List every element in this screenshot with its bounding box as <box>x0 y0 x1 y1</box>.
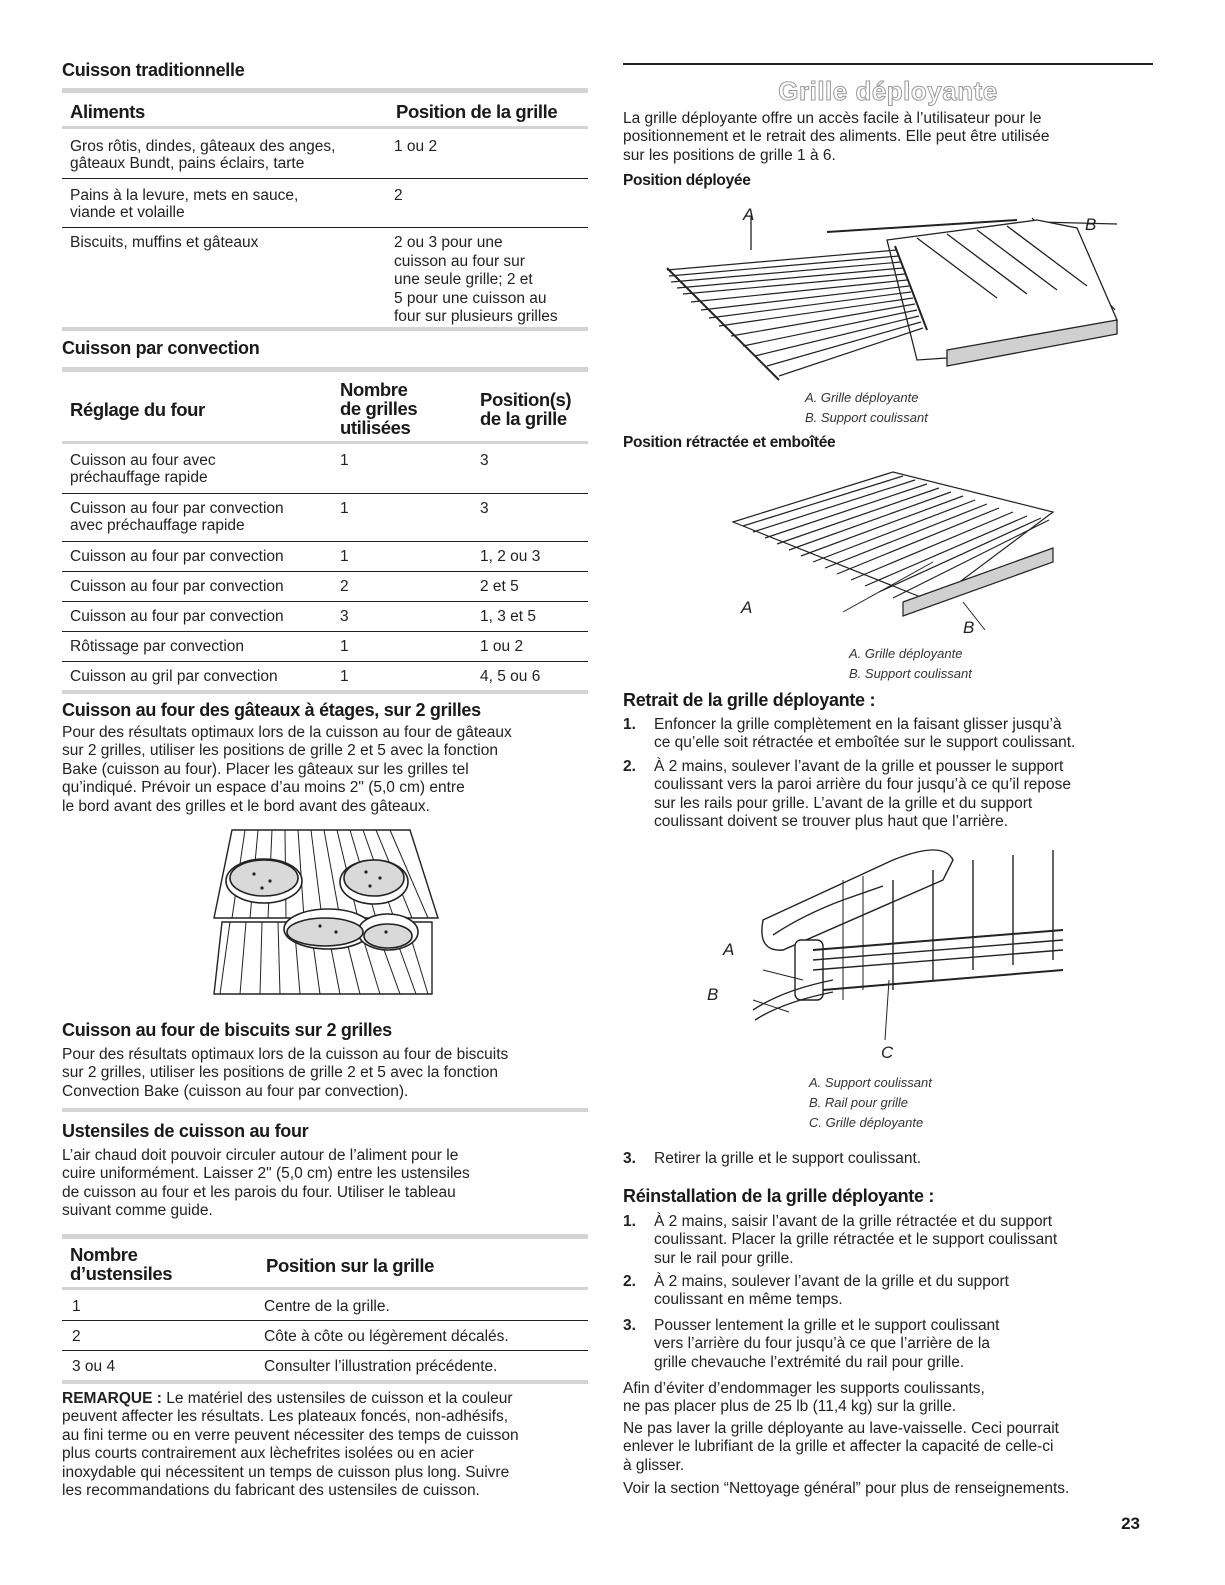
step-number: 1. <box>623 1213 636 1230</box>
fig2-label-b: B <box>963 618 975 637</box>
fig2-caption <box>849 644 972 684</box>
section-title-convection: Cuisson par convection <box>62 338 260 358</box>
caption-line: A. Support coulissant <box>809 1075 932 1090</box>
cell-position: 1 ou 2 <box>394 138 438 155</box>
col-header-count: Nombre d’ustensiles <box>70 1244 173 1284</box>
title-rule <box>623 63 1153 65</box>
cell-racks: 1 <box>340 668 349 685</box>
page-number: 23 <box>1121 1514 1140 1533</box>
cell-rack-position: Côte à côte ou légèrement décalés. <box>264 1328 509 1345</box>
deployed-title: Position déployée <box>623 172 751 189</box>
fig2-label-a: A <box>741 598 753 617</box>
biscuits-paragraph: Pour des résultats optimaux lors de la cuisson au four de biscuits sur 2 grilles, utiliser les positions de grille 2 et 5 avec la fonction Convection Bake (cuisson au four par convection). <box>62 1046 509 1100</box>
remark-paragraph <box>62 1390 592 1500</box>
header-bar <box>62 1287 588 1290</box>
col-header-racks: Nombre de grilles utilisées <box>340 379 418 438</box>
cell-setting: Cuisson au four par convection <box>70 578 284 595</box>
utensils-paragraph: L’air chaud doit pouvoir circuler autour de l’aliment pour le cuire uniformément. Laisser 2" (5,0 cm) entre les ustensiles de cuisson au four et les parois du four. Utiliser le tableau suivant comme guide. <box>62 1147 470 1220</box>
cell-setting: Cuisson au four avec préchauffage rapide <box>70 452 216 486</box>
table-top-bar <box>62 88 588 93</box>
cell-racks: 3 <box>340 608 349 625</box>
cell-positions: 1, 3 et 5 <box>480 608 537 625</box>
step-text: À 2 mains, soulever l’avant de la grille et du support coulissant en même temps. <box>654 1273 1009 1309</box>
cell-count: 2 <box>72 1328 81 1345</box>
cell-rack-position: Consulter l’illustration précédente. <box>264 1358 498 1375</box>
cell-count: 1 <box>72 1298 81 1315</box>
see-section-paragraph: Voir la section “Nettoyage général” pour plus de renseignements. <box>623 1480 1070 1497</box>
caption-line: C. Grille déployante <box>809 1115 924 1130</box>
cell-positions: 2 et 5 <box>480 578 519 595</box>
step-text: Pousser lentement la grille et le support coulissant vers l’arrière du four jusqu’à ce que l’arrière de la grille chevauche l’extrémité du rail pour grille. <box>654 1317 1000 1371</box>
row-divider <box>62 571 588 572</box>
cell-racks: 1 <box>340 500 349 517</box>
cell-setting: Cuisson au gril par convection <box>70 668 278 685</box>
deployed-rack-illustration <box>647 210 1127 390</box>
col-header-position: Position de la grille <box>396 101 558 122</box>
col-header-aliments: Aliments <box>70 101 145 122</box>
fig3-label-c: C <box>881 1043 894 1062</box>
removal-title: Retrait de la grille déployante : <box>623 690 876 710</box>
table-bottom-bar <box>62 327 588 331</box>
caption-line: B. Support coulissant <box>805 410 928 425</box>
caption-line: A. Grille déployante <box>805 390 919 405</box>
removal-steps <box>623 716 1153 846</box>
cell-setting: Rôtissage par convection <box>70 638 245 655</box>
header-bar <box>62 441 588 444</box>
cell-racks: 2 <box>340 578 349 595</box>
step-number: 3. <box>623 1317 636 1334</box>
cell-positions: 3 <box>480 500 489 517</box>
row-divider <box>62 227 588 228</box>
fig3-caption <box>809 1073 932 1133</box>
cakes-paragraph: Pour des résultats optimaux lors de la cuisson au four de gâteaux sur 2 grilles, utiliser les positions de grille 2 et 5 avec la fonction Bake (cuisson au four). Placer les gâteaux sur les grilles tel qu’indiqué. Prévoir un espace d’au moins 2" (5,0 cm) entre le bord avant des grilles et le bord avant des gâteaux. <box>62 724 512 815</box>
cell-position: 2 ou 3 pour une cuisson au four sur une seule grille; 2 et 5 pour une cuisson au four sur plusieurs grilles <box>394 234 558 325</box>
removal-step-3 <box>623 1150 1153 1170</box>
cell-count: 3 ou 4 <box>72 1358 116 1375</box>
reinstall-steps <box>623 1213 1153 1373</box>
cell-setting: Cuisson au four par convection avec préchauffage rapide <box>70 500 284 534</box>
row-divider <box>62 493 588 494</box>
row-divider <box>62 601 588 602</box>
retracted-title: Position rétractée et emboîtée <box>623 434 836 451</box>
cell-racks: 1 <box>340 452 349 469</box>
col-header-positions: Position(s) de la grille <box>480 389 572 429</box>
table-bottom-bar <box>62 690 588 694</box>
cell-positions: 3 <box>480 452 489 469</box>
caption-line: B. Rail pour grille <box>809 1095 908 1110</box>
section-title-utensils: Ustensiles de cuisson au four <box>62 1121 309 1141</box>
cell-food: Biscuits, muffins et gâteaux <box>70 234 259 251</box>
section-title-extendable-rack: Grille déployante <box>778 76 998 106</box>
col-header-setting: Réglage du four <box>70 399 205 420</box>
row-divider <box>62 631 588 632</box>
rack-removal-illustration <box>743 840 1063 1050</box>
step-number: 2. <box>623 758 636 775</box>
cell-food: Pains à la levure, mets en sauce, viande et volaille <box>70 187 299 221</box>
row-divider <box>62 661 588 662</box>
row-divider <box>62 1350 588 1351</box>
section-title-traditional: Cuisson traditionnelle <box>62 60 245 80</box>
fig3-label-b: B <box>707 985 719 1004</box>
step-text: Enfoncer la grille complètement en la faisant glisser jusqu’à ce qu’elle soit rétractée et emboîtée sur le support coulissant. <box>654 716 1076 752</box>
remark-text: Le matériel des ustensiles de cuisson et la couleur peuvent affecter les résultats. Les plateaux foncés, non-adhésifs, au fini terme ou en verre peuvent nécessiter des temps de cuisson plus courts contrairement aux lèchefrites isolées ou en acier inoxydable qui nécessitent un temps de cuisson plus long. Suivre les recommandations du fabricant des ustensiles de cuisson. <box>62 1390 519 1500</box>
dishwasher-paragraph: Ne pas laver la grille déployante au lave-vaisselle. Ceci pourrait enlever le lubrifiant de la grille et affecter la capacité de celle-ci à glisser. <box>623 1420 1059 1474</box>
fig1-caption <box>805 388 928 428</box>
retracted-rack-illustration <box>723 452 1063 632</box>
header-bar <box>62 126 588 129</box>
cell-positions: 1, 2 ou 3 <box>480 548 541 565</box>
row-divider <box>62 1320 588 1321</box>
col-header-rack-position: Position sur la grille <box>266 1255 435 1276</box>
cell-position: 2 <box>394 187 403 204</box>
fig1-label-a: A <box>743 205 755 224</box>
caption-line: B. Support coulissant <box>849 666 972 681</box>
cell-food: Gros rôtis, dindes, gâteaux des anges, gâteaux Bundt, pains éclairs, tarte <box>70 138 336 172</box>
remark-label: REMARQUE : <box>62 1390 162 1407</box>
cell-racks: 1 <box>340 548 349 565</box>
caption-line: A. Grille déployante <box>849 646 963 661</box>
section-divider <box>62 1108 588 1112</box>
cell-positions: 1 ou 2 <box>480 638 524 655</box>
step-text: À 2 mains, saisir l’avant de la grille rétractée et du support coulissant. Placer la grille rétractée et le support coulissant sur le rail pour grille. <box>654 1213 1058 1267</box>
cell-setting: Cuisson au four par convection <box>70 548 284 565</box>
table-top-bar <box>62 1234 588 1239</box>
row-divider <box>62 178 588 179</box>
step-number: 2. <box>623 1273 636 1290</box>
cakes-illustration <box>210 826 442 998</box>
fig3-label-a: A <box>723 940 735 959</box>
cell-rack-position: Centre de la grille. <box>264 1298 390 1315</box>
step-text: À 2 mains, soulever l’avant de la grille et pousser le support coulissant vers la paroi arrière du four jusqu’à ce qu’il repose sur les rails pour grille. L’avant de la grille et du support coulissant doivent se trouver plus haut que l’arrière. <box>654 758 1071 831</box>
step-text: Retirer la grille et le support coulissant. <box>654 1150 922 1167</box>
section-title-biscuits: Cuisson au four de biscuits sur 2 grilles <box>62 1020 392 1040</box>
table-top-bar <box>62 367 588 372</box>
weight-paragraph: Afin d’éviter d’endommager les supports coulissants, ne pas placer plus de 25 lb (11,4 kg) sur la grille. <box>623 1380 985 1416</box>
cell-setting: Cuisson au four par convection <box>70 608 284 625</box>
step-number: 3. <box>623 1150 636 1167</box>
section-title-cakes: Cuisson au four des gâteaux à étages, sur 2 grilles <box>62 700 481 720</box>
fig1-label-b: B <box>1085 215 1097 234</box>
step-number: 1. <box>623 716 636 733</box>
intro-paragraph: La grille déployante offre un accès facile à l’utilisateur pour le positionnement et le retrait des aliments. Elle peut être utilisée sur les positions de grille 1 à 6. <box>623 110 1050 164</box>
row-divider <box>62 541 588 542</box>
cell-positions: 4, 5 ou 6 <box>480 668 541 685</box>
reinstall-title: Réinstallation de la grille déployante : <box>623 1186 935 1206</box>
table-bottom-bar <box>62 1380 588 1384</box>
cell-racks: 1 <box>340 638 349 655</box>
